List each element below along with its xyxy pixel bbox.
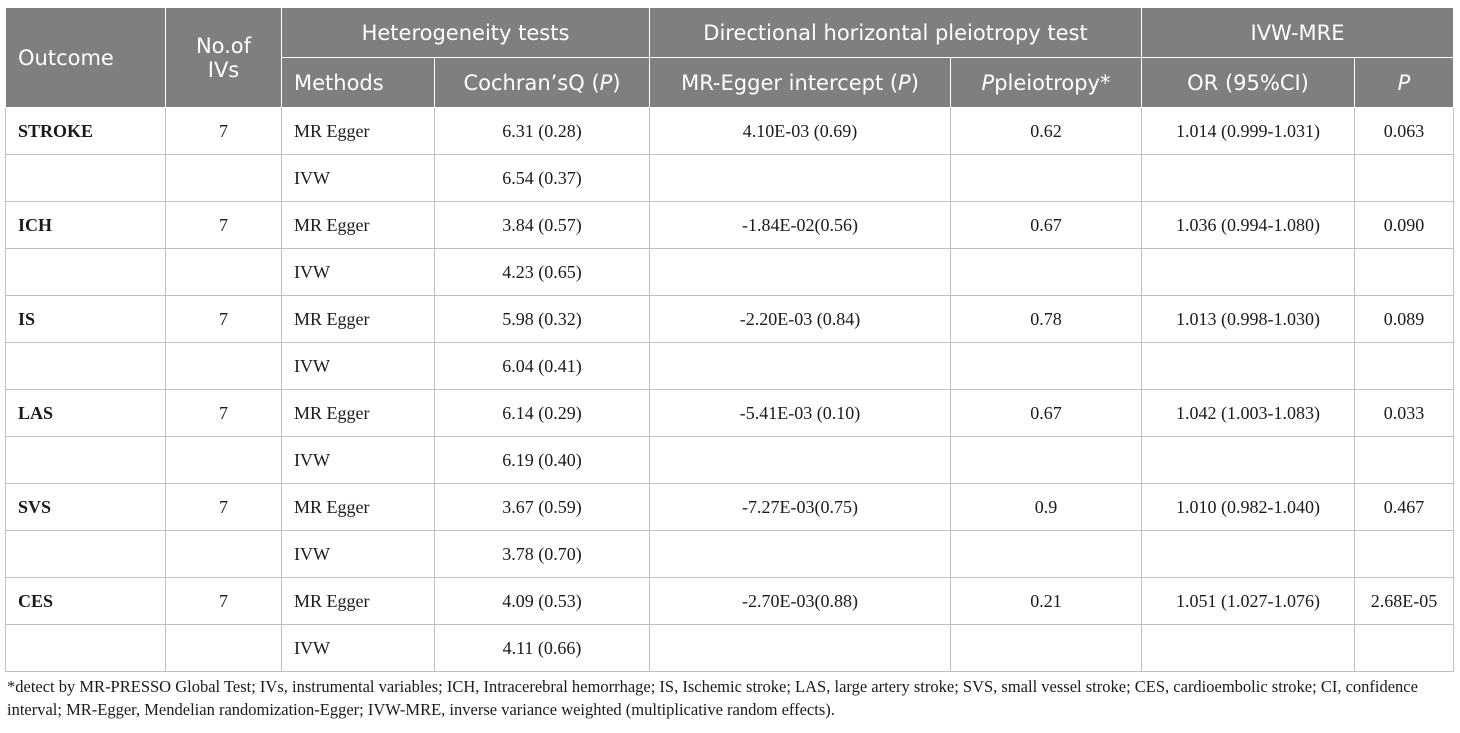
outcome-empty-cell [6,531,166,578]
p-value-cell: 0.467 [1355,484,1454,531]
egger-intercept-cell: 4.10E-03 (0.69) [650,108,951,155]
p-value-cell: 0.033 [1355,390,1454,437]
method-cell: IVW [282,625,435,672]
outcome-cell: ICH [6,202,166,249]
ivs-empty-cell [166,531,282,578]
cochran-q-cell: 4.09 (0.53) [435,578,650,625]
p-value-cell: 0.063 [1355,108,1454,155]
p-pleiotropy-empty-cell [951,343,1142,390]
p-pleiotropy-empty-cell [951,531,1142,578]
header-no-ivs [166,8,282,108]
p-value-cell: 0.089 [1355,296,1454,343]
table-row [6,390,1454,437]
outcome-empty-cell [6,625,166,672]
p-value-empty-cell [1355,625,1454,672]
outcome-cell: IS [6,296,166,343]
method-cell: IVW [282,249,435,296]
table-row [6,155,1454,202]
method-cell: IVW [282,155,435,202]
table-row [6,484,1454,531]
method-cell: MR Egger [282,108,435,155]
ivs-empty-cell [166,155,282,202]
table-row [6,108,1454,155]
egger-intercept-cell: -7.27E-03(0.75) [650,484,951,531]
or-ci-cell: 1.010 (0.982-1.040) [1142,484,1355,531]
p-pleiotropy-cell: 0.62 [951,108,1142,155]
outcome-empty-cell [6,249,166,296]
ivs-count-cell: 7 [166,108,282,155]
header-cochran-suffix: ) [612,70,621,95]
egger-empty-cell [650,249,951,296]
method-cell: IVW [282,437,435,484]
outcome-empty-cell [6,155,166,202]
method-cell: MR Egger [282,202,435,249]
header-cochran-p: P [599,70,613,95]
ivs-count-cell: 7 [166,578,282,625]
method-cell: IVW [282,343,435,390]
table-body [6,108,1454,672]
table-row [6,249,1454,296]
header-heterogeneity-tests: Heterogeneity tests [282,8,650,58]
header-or-ci: OR (95%CI) [1142,58,1355,108]
cochran-q-cell: 6.54 (0.37) [435,155,650,202]
p-value-empty-cell [1355,155,1454,202]
cochran-q-cell: 6.19 (0.40) [435,437,650,484]
cochran-q-cell: 6.31 (0.28) [435,108,650,155]
header-egger-p: P [898,70,911,95]
p-value-empty-cell [1355,437,1454,484]
table-header [6,8,1454,108]
outcome-cell: CES [6,578,166,625]
p-pleiotropy-cell: 0.67 [951,202,1142,249]
outcome-cell: SVS [6,484,166,531]
header-outcome: Outcome [6,8,166,108]
or-ci-cell: 1.014 (0.999-1.031) [1142,108,1355,155]
ivs-count-cell: 7 [166,484,282,531]
table-row [6,625,1454,672]
table-row [6,202,1454,249]
egger-empty-cell [650,437,951,484]
cochran-q-cell: 3.78 (0.70) [435,531,650,578]
outcome-empty-cell [6,343,166,390]
ivs-empty-cell [166,249,282,296]
header-egger-intercept [650,58,951,108]
header-no-ivs-line1: No.of [195,33,252,58]
ivs-empty-cell [166,625,282,672]
header-methods: Methods [282,58,435,108]
p-value-empty-cell [1355,249,1454,296]
ivs-empty-cell [166,437,282,484]
or-ci-empty-cell [1142,625,1355,672]
header-cochran-q [435,58,650,108]
cochran-q-cell: 5.98 (0.32) [435,296,650,343]
or-ci-cell: 1.013 (0.998-1.030) [1142,296,1355,343]
p-pleiotropy-empty-cell [951,625,1142,672]
ivs-count-cell: 7 [166,390,282,437]
p-pleiotropy-cell: 0.67 [951,390,1142,437]
ivs-count-cell: 7 [166,296,282,343]
cochran-q-cell: 6.14 (0.29) [435,390,650,437]
cochran-q-cell: 4.23 (0.65) [435,249,650,296]
header-egger-prefix: MR-Egger intercept ( [681,70,899,95]
p-value-cell: 2.68E-05 [1355,578,1454,625]
cochran-q-cell: 3.84 (0.57) [435,202,650,249]
egger-empty-cell [650,531,951,578]
or-ci-cell: 1.051 (1.027-1.076) [1142,578,1355,625]
p-pleiotropy-empty-cell [951,155,1142,202]
method-cell: IVW [282,531,435,578]
header-p-value: P [1355,58,1454,108]
cochran-q-cell: 6.04 (0.41) [435,343,650,390]
p-value-empty-cell [1355,531,1454,578]
or-ci-empty-cell [1142,437,1355,484]
egger-intercept-cell: -1.84E-02(0.56) [650,202,951,249]
p-pleiotropy-cell: 0.78 [951,296,1142,343]
header-cochran-prefix: Cochran’sQ ( [463,70,600,95]
header-no-ivs-line2: IVs [207,57,240,82]
cochran-q-cell: 3.67 (0.59) [435,484,650,531]
table-row [6,437,1454,484]
table-row [6,578,1454,625]
egger-intercept-cell: -2.70E-03(0.88) [650,578,951,625]
table-row [6,296,1454,343]
results-table-frame [5,7,1453,721]
or-ci-empty-cell [1142,155,1355,202]
p-pleiotropy-cell: 0.9 [951,484,1142,531]
egger-empty-cell [650,343,951,390]
p-pleiotropy-empty-cell [951,249,1142,296]
table-footnote: *detect by MR-PRESSO Global Test; IVs, instrumental variables; ICH, Intracerebral hemorrhage; IS, Ischemic stroke; LAS, large artery stroke; SVS, small vessel stroke; CES, cardioembolic stroke; CI, confidence interval; MR-Egger, Mendelian randomization-Egger; IVW-MRE, inverse variance weighted (multiplicative random effects). [7,677,1418,719]
or-ci-cell: 1.042 (1.003-1.083) [1142,390,1355,437]
p-pleiotropy-empty-cell [951,437,1142,484]
or-ci-empty-cell [1142,531,1355,578]
outcome-cell: LAS [6,390,166,437]
header-p-pleiotropy [951,58,1142,108]
or-ci-cell: 1.036 (0.994-1.080) [1142,202,1355,249]
ivs-count-cell: 7 [166,202,282,249]
table-row [6,343,1454,390]
method-cell: MR Egger [282,484,435,531]
mr-results-table [5,7,1454,672]
ivs-empty-cell [166,343,282,390]
method-cell: MR Egger [282,390,435,437]
p-pleiotropy-cell: 0.21 [951,578,1142,625]
egger-intercept-cell: -2.20E-03 (0.84) [650,296,951,343]
header-ppleio-p: P [981,70,995,95]
outcome-cell: STROKE [6,108,166,155]
header-egger-suffix: ) [910,70,919,95]
cochran-q-cell: 4.11 (0.66) [435,625,650,672]
or-ci-empty-cell [1142,249,1355,296]
table-row [6,531,1454,578]
p-value-empty-cell [1355,343,1454,390]
method-cell: MR Egger [282,578,435,625]
header-ivw-mre: IVW-MRE [1142,8,1454,58]
or-ci-empty-cell [1142,343,1355,390]
egger-intercept-cell: -5.41E-03 (0.10) [650,390,951,437]
header-ppleio-rest: pleiotropy* [994,70,1111,95]
outcome-empty-cell [6,437,166,484]
method-cell: MR Egger [282,296,435,343]
egger-empty-cell [650,625,951,672]
egger-empty-cell [650,155,951,202]
header-directional-pleiotropy: Directional horizontal pleiotropy test [650,8,1142,58]
p-value-cell: 0.090 [1355,202,1454,249]
